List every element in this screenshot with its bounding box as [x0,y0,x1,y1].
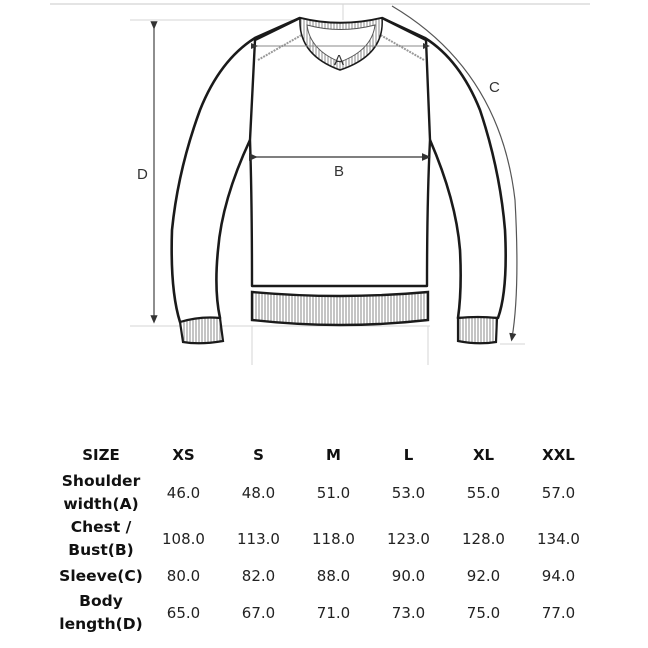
header-size: SIZE [82,446,120,464]
table-cell: 48.0 [241,484,276,502]
row-label-line1: Body [79,592,123,610]
table-cell: 94.0 [541,567,576,585]
table-cell: 80.0 [166,567,201,585]
row-label-sleeve: Sleeve(C) [59,566,143,585]
table-cell: 82.0 [241,567,276,585]
header-size-xs: XS [172,446,195,464]
header-size-xxl: XXL [542,446,575,464]
table-cell: 118.0 [312,530,355,548]
header-size-l: L [403,446,414,464]
table-cell: 46.0 [166,484,201,502]
size-chart-table [56,440,596,636]
table-cell: 71.0 [316,604,351,622]
table-cell: 67.0 [241,604,276,622]
row-label-line2: width(A) [63,495,139,513]
table-cell: 90.0 [391,567,426,585]
table-cell: 57.0 [541,484,576,502]
label-d: D [137,166,148,183]
row-label-shoulder [56,470,146,516]
table-cell: 75.0 [466,604,501,622]
label-b: B [334,163,345,180]
table-row-shoulder [56,470,596,516]
table-row-sleeve [56,562,596,590]
row-label-line1: Shoulder [61,472,141,490]
header-size-s: S [253,446,264,464]
table-cell: 73.0 [391,604,426,622]
row-label-line2: Bust(B) [68,541,134,559]
table-cell: 92.0 [466,567,501,585]
row-label-line1: Chest / [70,518,132,536]
row-label-line2: length(D) [59,615,143,633]
row-label-body-length [56,590,146,636]
table-cell: 108.0 [162,530,205,548]
table-row-chest [56,516,596,562]
label-c: C [489,79,500,96]
label-a: A [334,52,345,69]
header-size-xl: XL [472,446,495,464]
table-cell: 77.0 [541,604,576,622]
table-row-body-length [56,590,596,636]
table-cell: 55.0 [466,484,501,502]
table-cell: 134.0 [537,530,580,548]
table-cell: 51.0 [316,484,351,502]
row-label-chest [56,516,146,562]
table-cell: 123.0 [387,530,430,548]
header-size-m: M [326,446,341,464]
table-cell: 65.0 [166,604,201,622]
table-cell: 53.0 [391,484,426,502]
table-header-row [56,440,596,470]
table-cell: 88.0 [316,567,351,585]
table-cell: 128.0 [462,530,505,548]
table-cell: 113.0 [237,530,280,548]
